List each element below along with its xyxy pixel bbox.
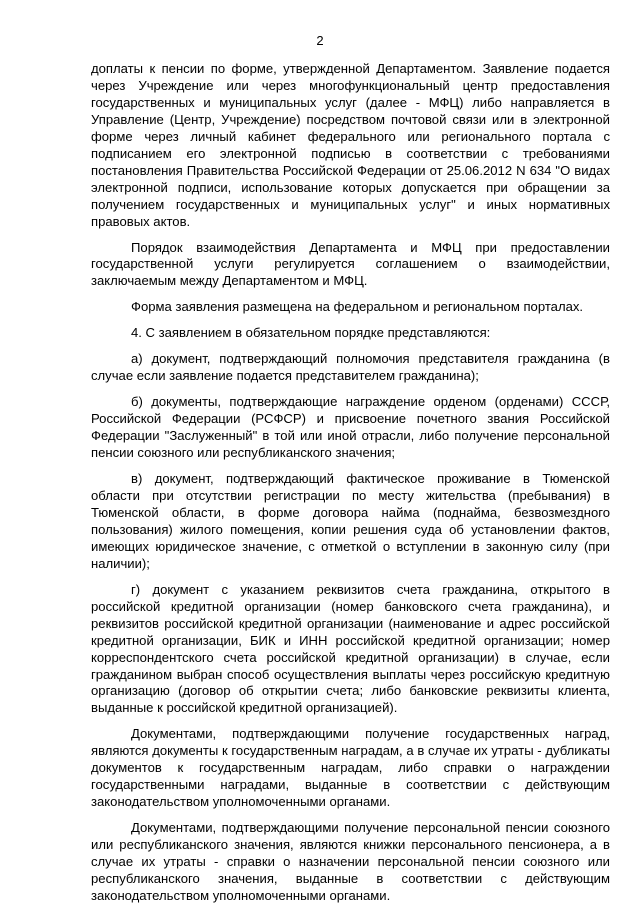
page-number: 2 bbox=[316, 33, 324, 48]
paragraph-application-submission: доплаты к пенсии по форме, утвержденной Департаментом. Заявление подается через Учреждение или через многофункциональный центр предоставления государственных и муниципальных услуг (далее - МФЦ) либо направляется в Управление (Центр, Учреждение) посредством почтовой связи или в электронной форме через личный кабинет федерального или регионального портала с подписанием его электронной подписью в соответствии с требованиями постановления Правительства Российской Федерации от 25.06.2012 N 634 "О видах электронной подписи, использование которых допускается при обращении за получением государственных и муниципальных услуг" и иных нормативных правовых актов. bbox=[91, 61, 610, 229]
paragraph-item-v: в) документ, подтверждающий фактическое проживание в Тюменской области при отсутствии регистрации по месту жительства (пребывания) в Тюменской области, в форме договора найма (поднайма, безвозмездного пользования) жилого помещения, копии решения суда об установлении фактов, имеющих юридическое значение, с отметкой о вступлении в законную силу (при наличии); bbox=[91, 471, 610, 571]
paragraph-form-location: Форма заявления размещена на федеральном и региональном порталах. bbox=[131, 299, 584, 315]
document-body bbox=[91, 61, 610, 905]
paragraph-personal-pension-documents: Документами, подтверждающими получение персональной пенсии союзного или республиканского значения, являются книжки персонального пенсионера, а в случае их утраты - справки о назначении персональной пенсии союзного или республиканского значения, выданные в соответствии с действующим законодательством уполномоченными органами. bbox=[91, 820, 610, 903]
paragraph-required-documents-heading: 4. С заявлением в обязательном порядке представляются: bbox=[131, 325, 491, 341]
paragraph-item-a: а) документ, подтверждающий полномочия представителя гражданина (в случае если заявление подается представителем гражданина); bbox=[91, 351, 610, 384]
paragraph-item-b: б) документы, подтверждающие награждение орденом (орденами) СССР, Российской Федерации (РСФСР) и присвоение почетного звания Российской Федерации "Заслуженный" в той или иной отрасли, либо получение персональной пенсии союзного или республиканского значения; bbox=[91, 394, 610, 461]
paragraph-item-g: г) документ с указанием реквизитов счета гражданина, открытого в российской кредитной организации (номер банковского счета гражданина), и реквизитов российской кредитной организации (наименование и адрес российской кредитной организации, БИК и ИНН российской кредитной организации; номер корреспондентского счета российской кредитной организации) в случае, если гражданином выбран способ осуществления выплаты через российскую кредитную организацию (договор об открытии счета; либо банковские реквизиты клиента, выданные к российской кредитной организацией). bbox=[91, 581, 610, 716]
paragraph-state-awards-documents: Документами, подтверждающими получение государственных наград, являются документы к государственным наградам, а в случае их утраты - дубликаты документов к государственным наградам, либо справки о награждении государственными наградами, выданные в соответствии с действующим законодательством уполномоченными органами. bbox=[91, 726, 610, 810]
paragraph-interaction-procedure: Порядок взаимодействия Департамента и МФЦ при предоставлении государственной услуги регулируется соглашением о взаимодействии, заключаемым между Департаментом и МФЦ. bbox=[91, 239, 610, 289]
